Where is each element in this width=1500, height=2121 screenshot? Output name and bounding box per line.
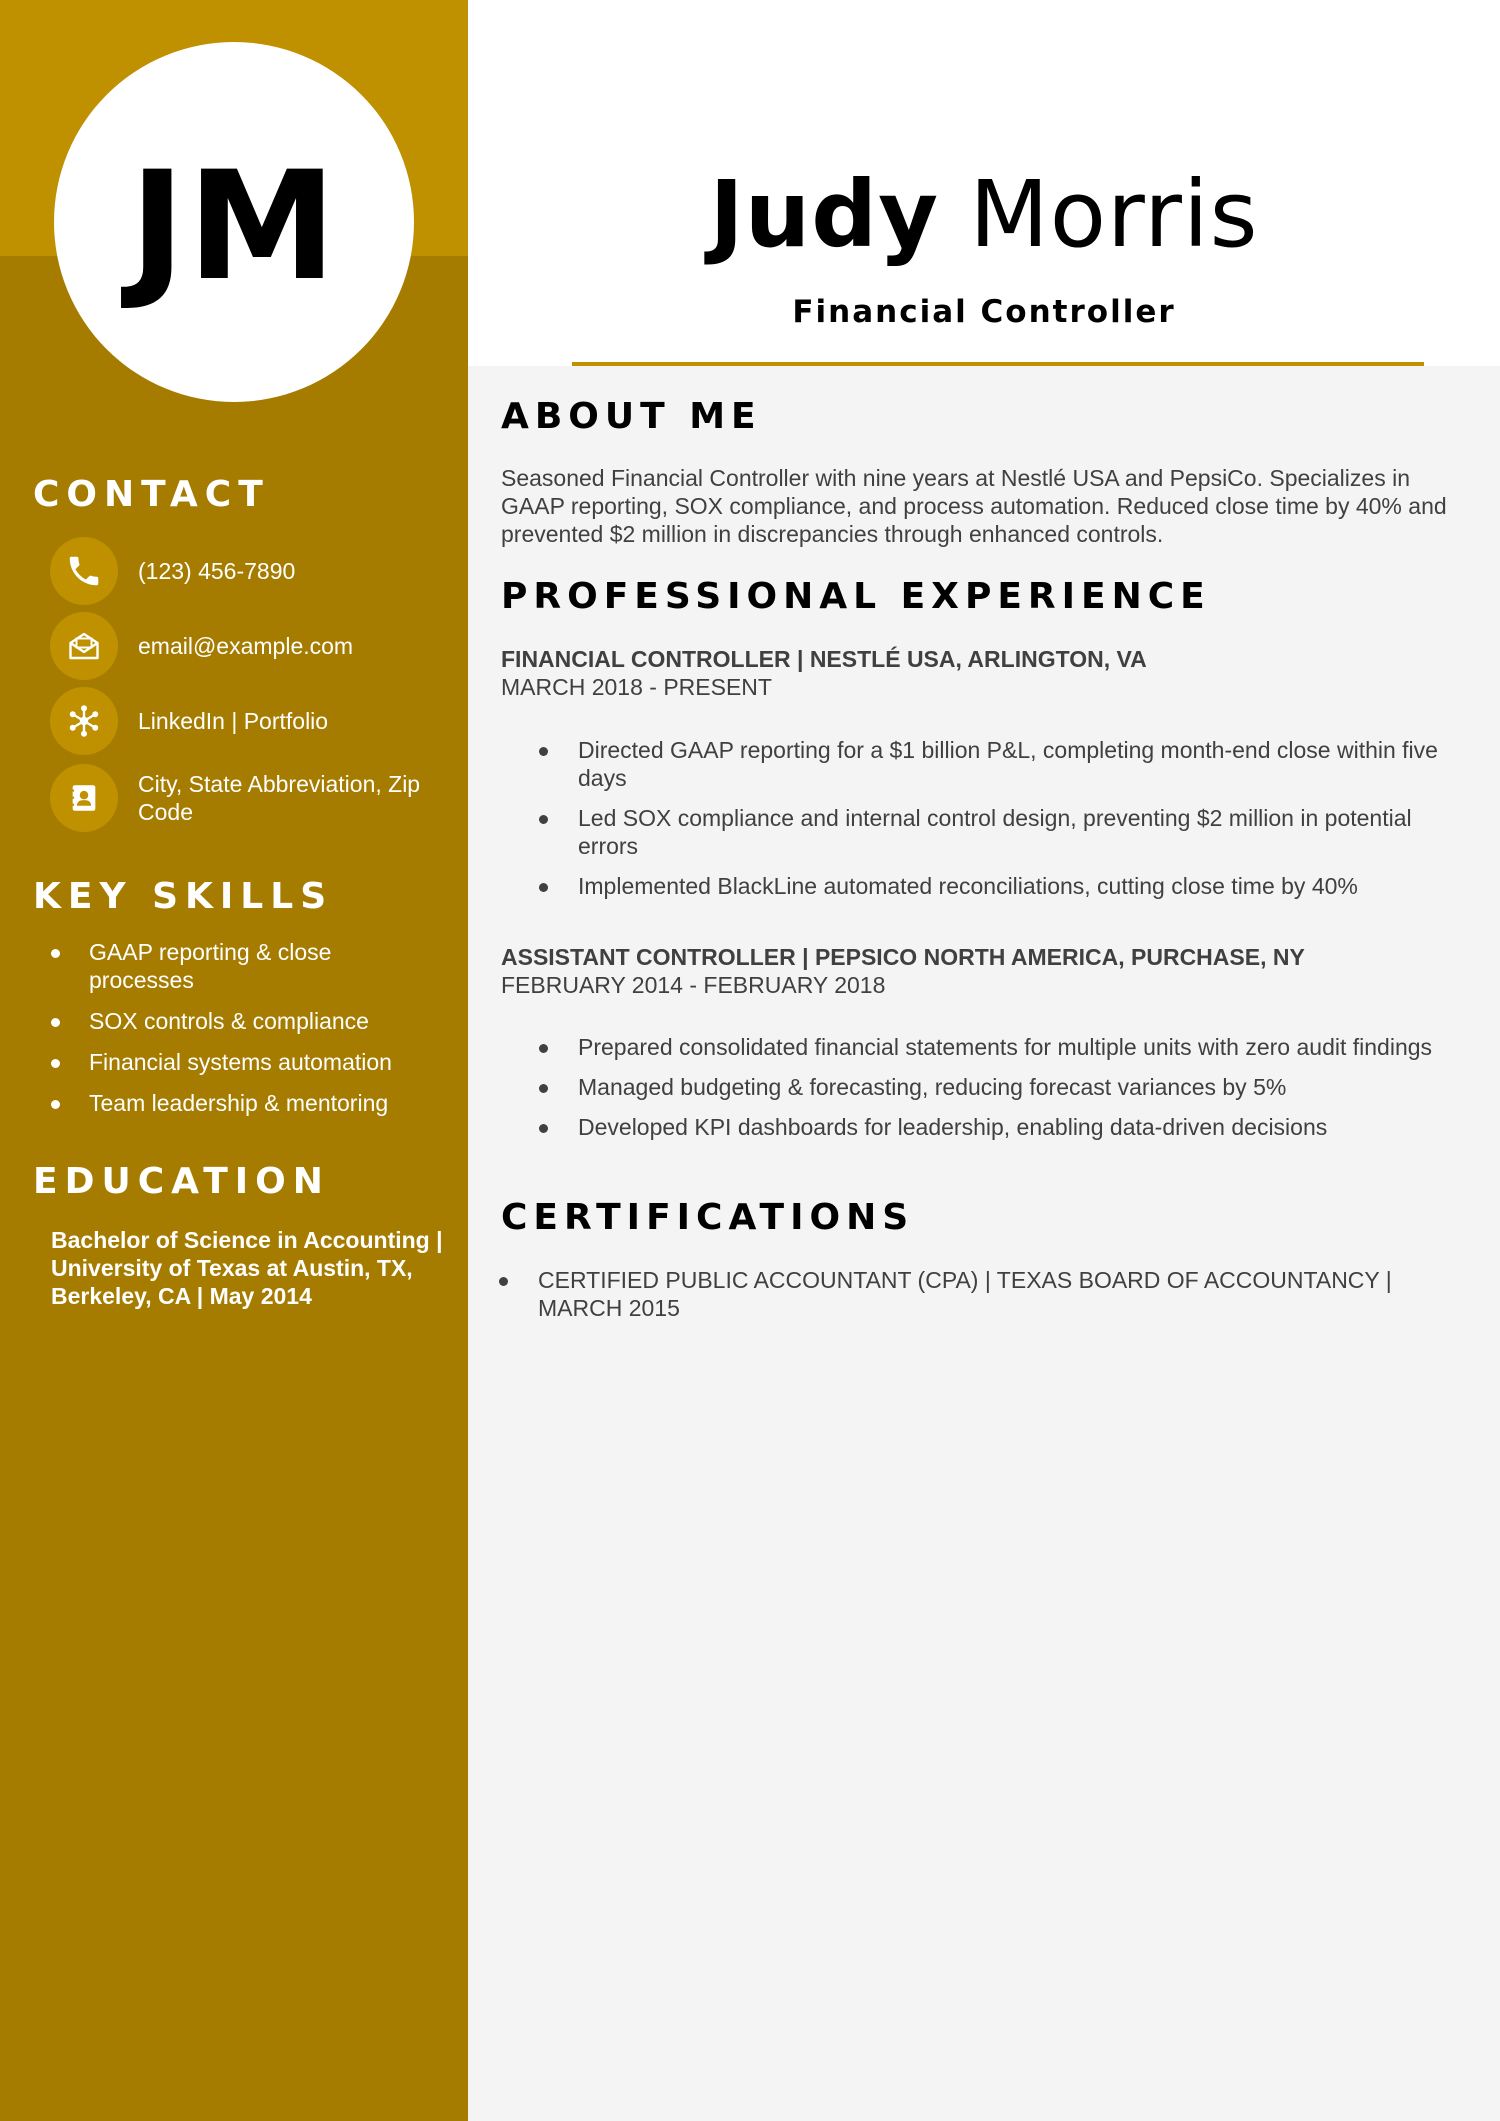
skills-heading: KEY SKILLS: [33, 876, 334, 917]
contact-heading: CONTACT: [33, 474, 270, 515]
experience-heading: PROFESSIONAL EXPERIENCE: [501, 576, 1211, 617]
job-bullets: [539, 1033, 1439, 1153]
job-title: Financial Controller: [792, 294, 1176, 330]
skill-item: Team leadership & mentoring: [50, 1089, 440, 1117]
candidate-name: [468, 160, 1500, 270]
contact-links-text: LinkedIn | Portfolio: [138, 708, 329, 734]
education-entry: Bachelor of Science in Accounting | University of Texas at Austin, TX, Berkeley, CA | May 2014: [51, 1227, 443, 1309]
job-position: ASSISTANT CONTROLLER | PEPSICO NORTH AMERICA, PURCHASE, NY: [501, 944, 1305, 970]
email-icon: [50, 612, 118, 680]
job-dates: MARCH 2018 - PRESENT: [501, 674, 772, 700]
job-bullet: Directed GAAP reporting for a $1 billion P&L, completing month-end close within five days: [539, 736, 1439, 792]
job-bullets: [539, 736, 1439, 912]
skills-list: [50, 938, 440, 1130]
header: [468, 0, 1500, 366]
contact-phone-text: (123) 456-7890: [138, 558, 296, 584]
last-name: Morris: [969, 161, 1259, 268]
job-dates: FEBRUARY 2014 - FEBRUARY 2018: [501, 972, 886, 998]
job-bullet: Implemented BlackLine automated reconciliations, cutting close time by 40%: [539, 872, 1439, 900]
certification-item: CERTIFIED PUBLIC ACCOUNTANT (CPA) | TEXAS BOARD OF ACCOUNTANCY | MARCH 2015: [499, 1266, 1439, 1322]
job-bullet: Prepared consolidated financial statements for multiple units with zero audit findings: [539, 1033, 1439, 1061]
contact-address-text: City, State Abbreviation, Zip Code: [138, 771, 421, 825]
job-header: [501, 645, 1461, 701]
first-name: Judy: [709, 161, 940, 268]
certifications-list: [499, 1266, 1439, 1322]
about-heading: ABOUT ME: [501, 396, 762, 437]
about-text: Seasoned Financial Controller with nine years at Nestlé USA and PepsiCo. Specializes in GAAP reporting, SOX compliance, and process automation. Reduced close time by 40% and prevented $2 million in discrepancies through enhanced controls.: [501, 465, 1447, 547]
skill-item: GAAP reporting & close processes: [50, 938, 440, 994]
job-header: [501, 943, 1461, 999]
phone-icon: [50, 537, 118, 605]
contact-email-text: email@example.com: [138, 633, 354, 659]
contact-phone[interactable]: [50, 537, 450, 605]
contact-address: [50, 764, 450, 832]
header-divider: [572, 362, 1424, 366]
job-bullet: Led SOX compliance and internal control design, preventing $2 million in potential errors: [539, 804, 1439, 860]
skill-item: SOX controls & compliance: [50, 1007, 440, 1035]
job-bullet: Developed KPI dashboards for leadership, enabling data-driven decisions: [539, 1113, 1439, 1141]
skill-item: Financial systems automation: [50, 1048, 440, 1076]
contact-email[interactable]: [50, 612, 450, 680]
sidebar: [0, 0, 468, 2121]
monogram-initials: JM: [129, 140, 339, 314]
certifications-heading: CERTIFICATIONS: [501, 1197, 915, 1238]
contact-links[interactable]: [50, 687, 450, 755]
job-position: FINANCIAL CONTROLLER | NESTLÉ USA, ARLINGTON, VA: [501, 646, 1147, 672]
address-book-icon: [50, 764, 118, 832]
monogram-avatar: [54, 42, 414, 402]
network-icon: [50, 687, 118, 755]
education-heading: EDUCATION: [33, 1161, 330, 1202]
job-bullet: Managed budgeting & forecasting, reducing forecast variances by 5%: [539, 1073, 1439, 1101]
